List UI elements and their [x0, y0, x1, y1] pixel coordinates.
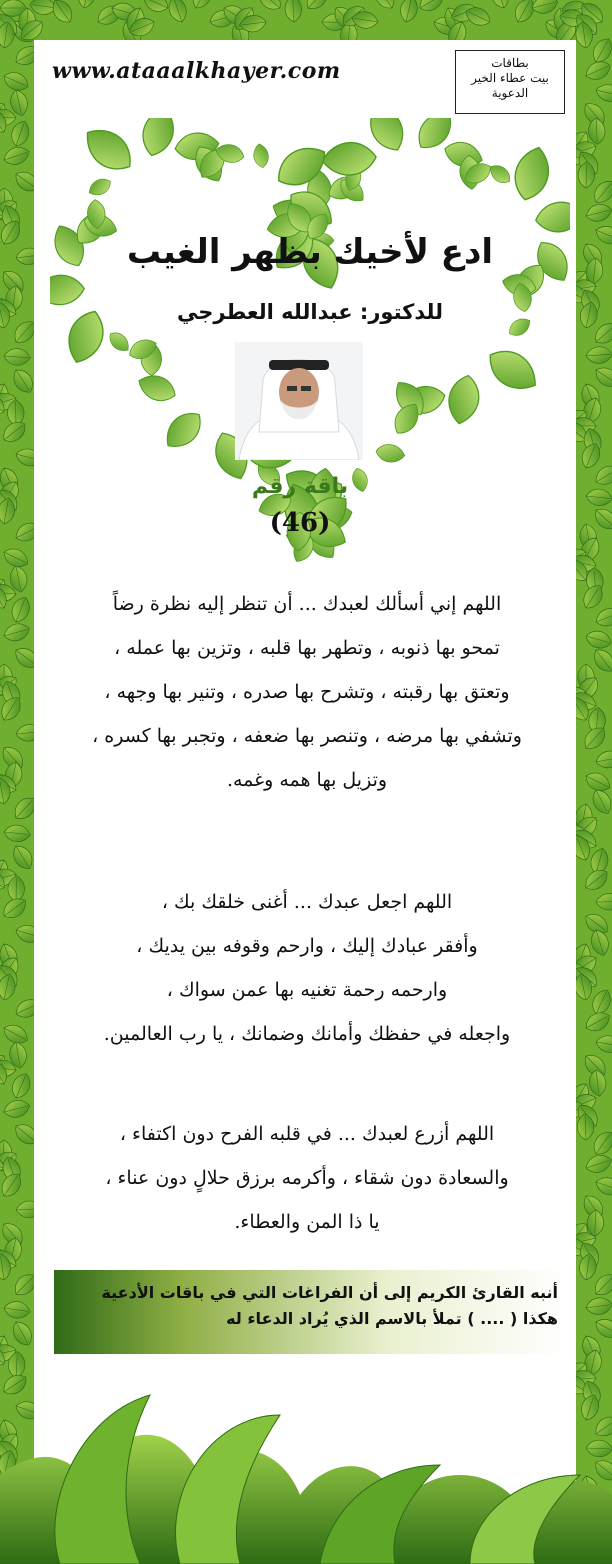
card-title: ادع لأخيك بظهر الغيب — [126, 232, 494, 272]
dua-line: واجعله في حفظك وأمانك وضمانك ، يا رب العالمين. — [103, 1023, 511, 1045]
dua-line: يا ذا المن والعطاء. — [234, 1211, 380, 1233]
dua-line: اللهم أزرع لعبدك ... في قلبه الفرح دون اكتفاء ، — [119, 1123, 495, 1145]
dua-paragraph-1 — [50, 582, 564, 802]
dua-line: وتشفي بها مرضه ، وتنصر بها ضعفه ، وتجبر بها كسره ، — [92, 725, 522, 747]
pack-number: (46) — [269, 508, 331, 538]
dua-line: وتزيل بها همه وغمه. — [226, 769, 388, 791]
reader-note-banner — [54, 1270, 566, 1354]
note-line-1: أنبه القارئ الكريم إلى أن الفراغات التي في باقات الأدعية — [101, 1283, 558, 1302]
dua-line: اللهم اجعل عبدك ... أغنى خلقك بك ، — [161, 891, 453, 913]
publisher-badge — [455, 50, 565, 114]
website-url[interactable]: www.ataaalkhayer.com — [52, 58, 341, 84]
dua-line: والسعادة دون شقاء ، وأكرمه برزق حلالٍ دون عناء ، — [105, 1167, 509, 1189]
dua-paragraph-2 — [50, 880, 564, 1056]
dua-paragraph-3 — [50, 1112, 564, 1244]
dua-line: وأفقر عبادك إليك ، وارحم وقوفه بين يديك ، — [136, 935, 478, 957]
dua-line: اللهم إني أسألك لعبدك ... أن تنظر إليه نظرة رضاً — [112, 593, 502, 615]
dua-line: وتعتق بها رقبته ، وتشرح بها صدره ، وتنير بها وجهه ، — [104, 681, 510, 703]
bottom-foliage-icon — [0, 1355, 612, 1564]
author-name: للدكتور: عبدالله العطرجي — [177, 300, 443, 324]
dua-line: تمحو بها ذنوبه ، وتطهر بها قلبه ، وتزين بها عمله ، — [114, 637, 500, 659]
badge-line-1: بطاقات — [491, 56, 529, 70]
badge-line-2: بيت عطاء الخير — [471, 71, 549, 85]
pack-label: باقة رقم — [251, 474, 349, 499]
author-photo — [235, 342, 363, 460]
badge-line-3: الدعوية — [491, 86, 529, 100]
note-line-2: هكذا ( .... ) تملأ بالاسم الذي يُراد الدعاء له — [226, 1309, 558, 1328]
dua-line: وارحمه رحمة تغنيه بها عمن سواك ، — [166, 979, 448, 1001]
